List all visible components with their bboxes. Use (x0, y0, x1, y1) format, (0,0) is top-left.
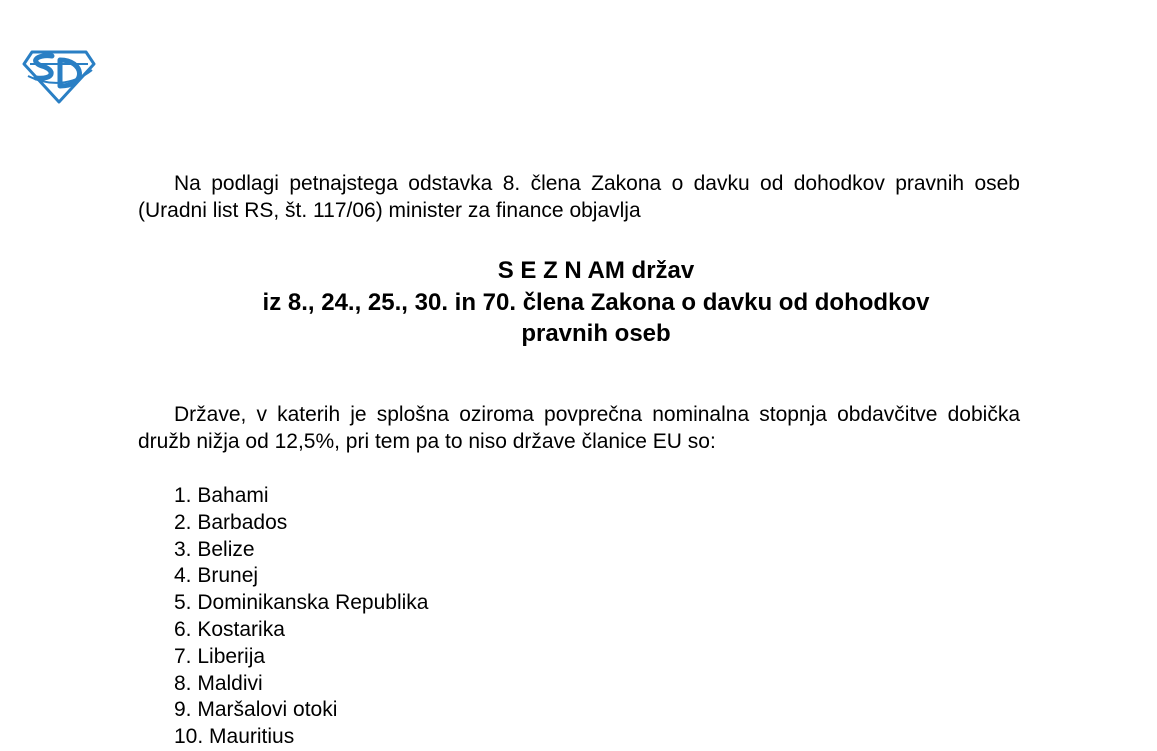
list-item: 3. Belize (174, 537, 255, 561)
heading-line-2: iz 8., 24., 25., 30. in 70. člena Zakona o davku od dohodkov (262, 288, 930, 316)
list-item: 6. Kostarika (174, 617, 285, 641)
sd-logo-icon (22, 46, 96, 104)
list-item: 5. Dominikanska Republika (174, 591, 429, 615)
list-item: 8. Maldivi (174, 671, 263, 695)
list-item: 1. Bahami (174, 484, 269, 507)
list-item: 2. Barbados (174, 510, 288, 534)
heading-line-1: S E Z N AM držav (497, 257, 695, 284)
intro-paragraph: Na podlagi petnajstega odstavka 8. člena Zakona o davku od dohodkov pravnih oseb (Uradni list RS, št. 117/06) minister za finance objavlja (138, 172, 1020, 222)
list-item: 9. Maršalovi otoki (174, 698, 338, 722)
country-list (174, 483, 428, 751)
list-item: 7. Liberija (174, 644, 266, 668)
section-paragraph: Države, v katerih je splošna oziroma povprečna nominalna stopnja obdavčitve dobička družb nižja od 12,5%, pri tem pa to niso države članice EU so: (138, 403, 1020, 453)
list-item: 4. Brunej (174, 564, 259, 588)
heading-line-3: pravnih oseb (521, 320, 671, 347)
list-item: 10. Mauritius (174, 725, 295, 749)
document-heading (138, 255, 1054, 350)
